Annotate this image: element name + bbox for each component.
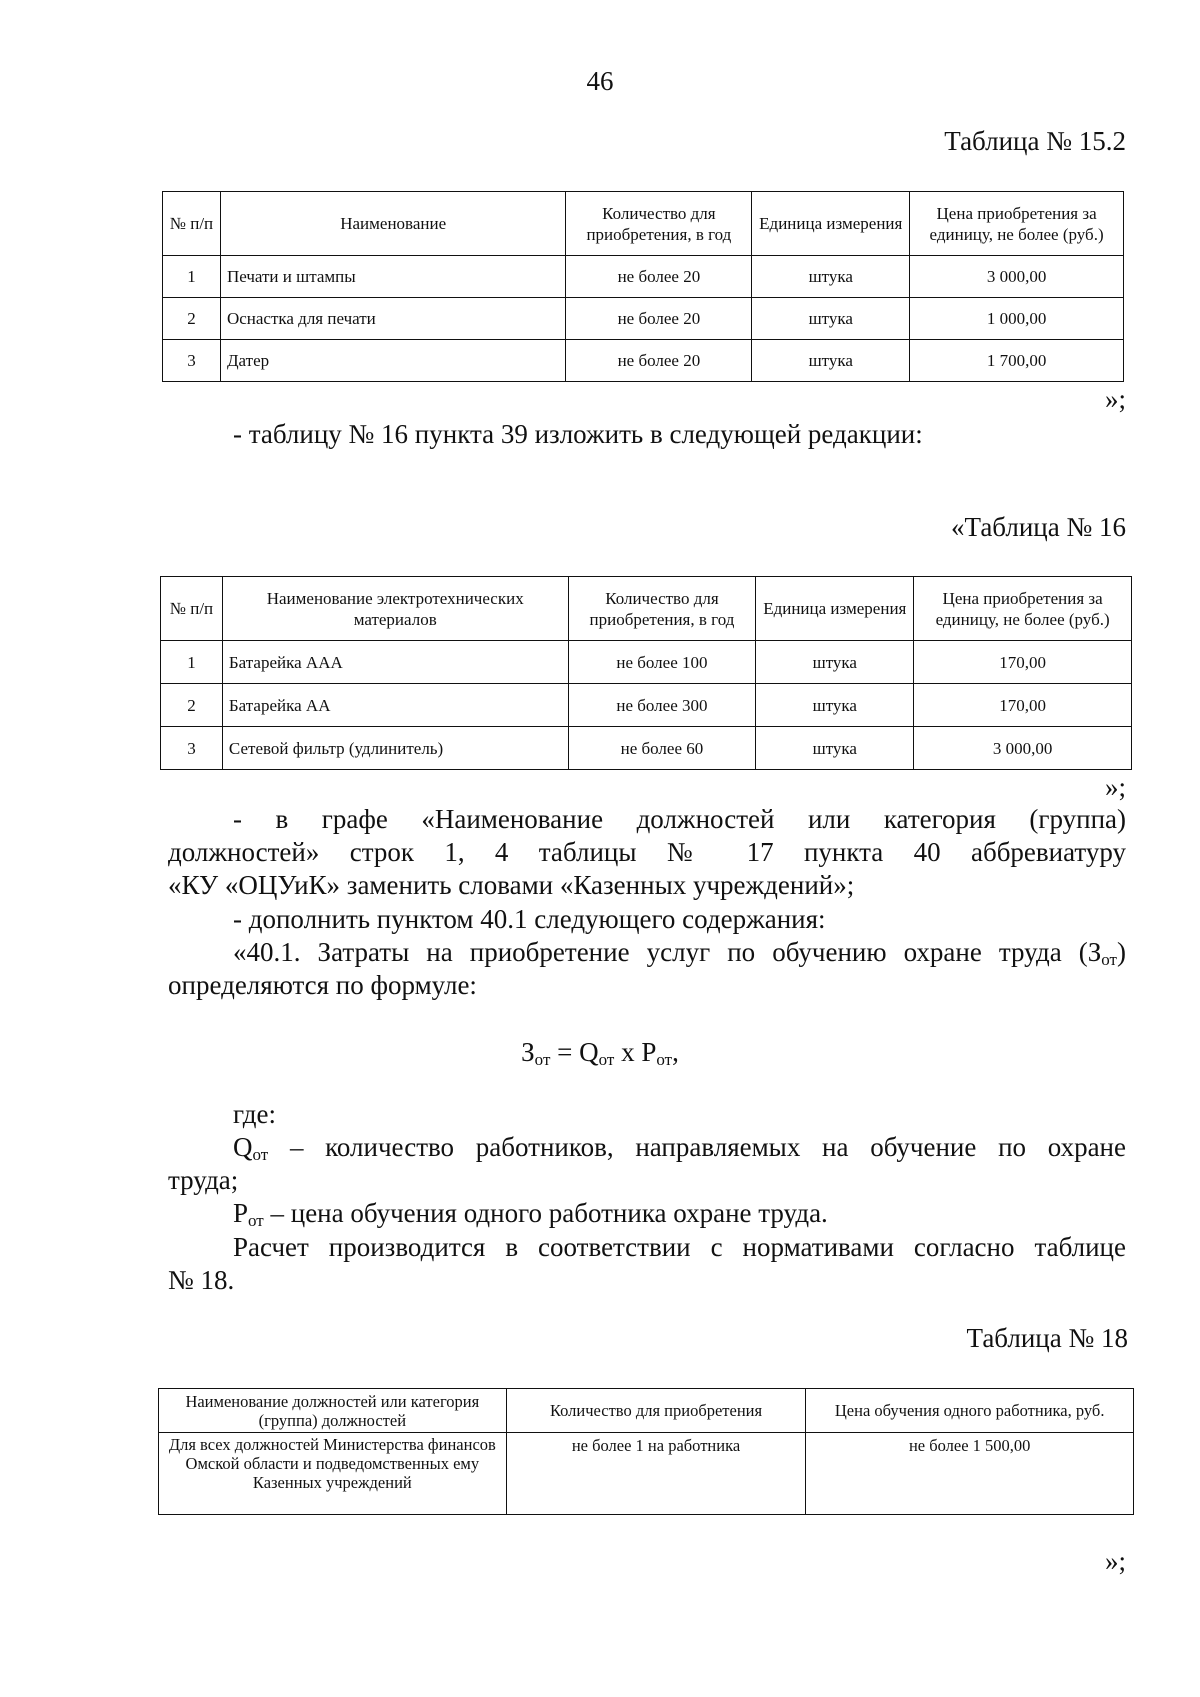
cell-quantity: не более 20 bbox=[566, 256, 752, 298]
cell-price: 3 000,00 bbox=[914, 727, 1132, 770]
header-cell: Количество для приобретения, в год bbox=[566, 192, 752, 256]
paragraph-add-item: - дополнить пунктом 40.1 следующего содержания: bbox=[233, 904, 826, 934]
cell-price: 170,00 bbox=[914, 641, 1132, 684]
subscript: от bbox=[598, 1050, 615, 1069]
cell-unit: штука bbox=[752, 340, 910, 382]
header-cell: Наименование bbox=[220, 192, 566, 256]
subscript: от bbox=[1101, 950, 1117, 969]
table-18 bbox=[158, 1388, 1134, 1515]
cell-quantity: не более 1 на работника bbox=[506, 1433, 806, 1515]
cell-unit: штука bbox=[752, 256, 910, 298]
table-header-row bbox=[159, 1389, 1134, 1433]
table-row bbox=[161, 641, 1132, 684]
cell-number: 1 bbox=[163, 256, 221, 298]
formula-q: = Q bbox=[550, 1037, 599, 1067]
cell-quantity: не более 100 bbox=[568, 641, 756, 684]
q-text: – количество работников, направляемых на обучение по охране bbox=[268, 1132, 1126, 1162]
cell-number: 1 bbox=[161, 641, 223, 684]
table-18-closing: »; bbox=[1104, 1546, 1126, 1576]
header-cell: Цена приобретения за единицу, не более (руб.) bbox=[914, 577, 1132, 641]
paragraph-graph-line1: - в графе «Наименование должностей или категория (группа) bbox=[233, 804, 1126, 834]
cell-quantity: не более 20 bbox=[566, 340, 752, 382]
cell-name: Оснастка для печати bbox=[220, 298, 566, 340]
formula-p: x P bbox=[614, 1037, 657, 1067]
p-text: – цена обучения одного работника охране труда. bbox=[263, 1198, 828, 1228]
formula-z: З bbox=[521, 1037, 535, 1067]
cell-number: 3 bbox=[163, 340, 221, 382]
cell-price: не более 1 500,00 bbox=[806, 1433, 1134, 1515]
cell-price: 3 000,00 bbox=[910, 256, 1124, 298]
page-number: 46 bbox=[586, 66, 614, 96]
paragraph-graph-line2: должностей» строк 1, 4 таблицы № 17 пункта 40 аббревиатуру bbox=[168, 837, 1126, 867]
header-cell: Единица измерения bbox=[756, 577, 914, 641]
table-16-caption: «Таблица № 16 bbox=[951, 512, 1126, 542]
table-18-caption: Таблица № 18 bbox=[966, 1323, 1128, 1353]
formula-comma: , bbox=[672, 1037, 679, 1067]
table-16 bbox=[160, 576, 1132, 770]
table-header-row bbox=[163, 192, 1124, 256]
subscript: от bbox=[656, 1050, 673, 1069]
header-cell: Наименование электротехнических материалов bbox=[222, 577, 568, 641]
cell-name: Батарейка АА bbox=[222, 684, 568, 727]
header-cell: № п/п bbox=[161, 577, 223, 641]
table-15-2 bbox=[162, 191, 1124, 382]
table-row bbox=[163, 256, 1124, 298]
cell-quantity: не более 60 bbox=[568, 727, 756, 770]
header-cell: Количество для приобретения bbox=[506, 1389, 806, 1433]
paragraph-401-line2: определяются по формуле: bbox=[168, 970, 477, 1000]
table-row bbox=[161, 684, 1132, 727]
subscript: от bbox=[252, 1145, 269, 1164]
p-symbol: P bbox=[233, 1198, 249, 1228]
cell-name: Батарейка ААА bbox=[222, 641, 568, 684]
cell-unit: штука bbox=[756, 727, 914, 770]
table-15-2-closing: »; bbox=[1104, 384, 1126, 414]
cell-quantity: не более 300 bbox=[568, 684, 756, 727]
cell-number: 3 bbox=[161, 727, 223, 770]
cell-number: 2 bbox=[163, 298, 221, 340]
table-row bbox=[163, 340, 1124, 382]
cell-name: Сетевой фильтр (удлинитель) bbox=[222, 727, 568, 770]
paragraph-graph-line3: «КУ «ОЦУиК» заменить словами «Казенных учреждений»; bbox=[168, 870, 855, 900]
cell-number: 2 bbox=[161, 684, 223, 727]
formula bbox=[0, 1036, 1200, 1069]
q-definition bbox=[233, 1131, 1126, 1164]
cell-unit: штука bbox=[756, 684, 914, 727]
table-15-2-caption: Таблица № 15.2 bbox=[944, 126, 1126, 156]
q-symbol: Q bbox=[233, 1132, 253, 1162]
q-definition-cont: труда; bbox=[168, 1165, 239, 1195]
paragraph-401-text: «40.1. Затраты на приобретение услуг по обучению охране труда (З bbox=[233, 937, 1102, 967]
cell-unit: штука bbox=[752, 298, 910, 340]
calc-line1: Расчет производится в соответствии с нормативами согласно таблице bbox=[233, 1232, 1126, 1262]
table-row bbox=[159, 1433, 1134, 1515]
header-cell: Количество для приобретения, в год bbox=[568, 577, 756, 641]
table-row bbox=[161, 727, 1132, 770]
cell-price: 1 000,00 bbox=[910, 298, 1124, 340]
cell-name: Печати и штампы bbox=[220, 256, 566, 298]
subscript: от bbox=[248, 1211, 264, 1230]
cell-name: Датер bbox=[220, 340, 566, 382]
paragraph-401-line1 bbox=[233, 936, 1126, 969]
cell-unit: штука bbox=[756, 641, 914, 684]
cell-position: Для всех должностей Министерства финансов Омской области и подведомственных ему Казенных учреждений bbox=[159, 1433, 507, 1515]
cell-price: 170,00 bbox=[914, 684, 1132, 727]
header-cell: № п/п bbox=[163, 192, 221, 256]
table-header-row bbox=[161, 577, 1132, 641]
header-cell: Цена обучения одного работника, руб. bbox=[806, 1389, 1134, 1433]
cell-price: 1 700,00 bbox=[910, 340, 1124, 382]
header-cell: Наименование должностей или категория (группа) должностей bbox=[159, 1389, 507, 1433]
p-definition bbox=[233, 1197, 1126, 1230]
paragraph-401-paren: ) bbox=[1117, 937, 1126, 967]
paragraph-table16-intro: - таблицу № 16 пункта 39 изложить в следующей редакции: bbox=[233, 419, 923, 449]
subscript: от bbox=[534, 1050, 551, 1069]
calc-line2: № 18. bbox=[168, 1265, 235, 1295]
table-16-closing: »; bbox=[1104, 772, 1126, 802]
cell-quantity: не более 20 bbox=[566, 298, 752, 340]
where-label: где: bbox=[233, 1099, 276, 1129]
table-row bbox=[163, 298, 1124, 340]
header-cell: Единица измерения bbox=[752, 192, 910, 256]
header-cell: Цена приобретения за единицу, не более (руб.) bbox=[910, 192, 1124, 256]
